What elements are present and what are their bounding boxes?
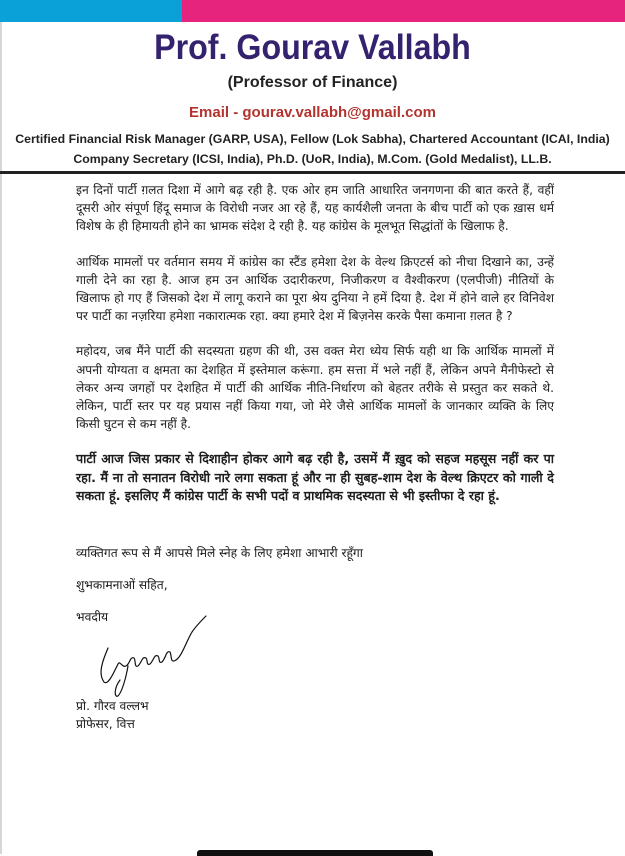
gratitude-line: व्यक्तिगत रूप से मैं आपसे मिले स्नेह के लिए हमेशा आभारी रहूँगा <box>76 546 363 560</box>
signatory-name: प्रो. गौरव वल्लभ <box>76 699 149 713</box>
color-bar-blue <box>0 0 182 22</box>
color-bar-pink <box>182 0 625 22</box>
paragraph-2: आर्थिक मामलों पर वर्तमान समय में कांग्रेस का स्टैंड हमेशा देश के वेल्थ क्रिएटर्स को नीचा दिखाने का, उन्हें गाली देने का रहा है. आज हम उन आर्थिक उदारीकरण, निजीकरण व वैश्वीकरण (एलपीजी) नीतियों के खिलाफ हो गए हैं जिसको देश में लागू कराने का पूरा श्रेय दुनिया ने हमें दिया है. देश में होने वाले हर विनिवेश पर पार्टी का नज़रिया हमेशा नकारात्मक रहा. क्या हमारे देश में बिज़नेस करके पैसा कमाना ग़लत है ? <box>76 254 554 324</box>
regards-line: शुभकामनाओं सहित, <box>76 578 168 592</box>
paragraph-3: महोदय, जब मैंने पार्टी की सदस्यता ग्रहण की थी, उस वक्त मेरा ध्येय सिर्फ यही था कि आर्थिक मामलों में अपनी योग्यता व क्षमता का देशहित में इस्तेमाल करूंगा. हम सत्ता में भले नहीं हैं, लेकिन अपने मैनीफेस्टो से लेकर अन्य जगहों पर देशहित में पार्टी की आर्थिक नीति-निर्धारण को बेहतर तरीके से प्रस्तुत कर सकते थे. लेकिन, पार्टी स्तर पर यह प्रयास नहीं किया गया, जो मेरे जैसे आर्थिक मामलों के जानकार व्यक्ति के लिए किसी घुटन से कम नहीं है. <box>76 344 554 432</box>
paragraph-1: इन दिनों पार्टी ग़लत दिशा में आगे बढ़ रही है. एक ओर हम जाति आधारित जनगणना की बात करते हैं, वहीं दूसरी ओर संपूर्ण हिंदू समाज के विरोधी नजर आ रहे हैं, यह कार्यशैली जनता के बीच पार्टी को एक ख़ास धर्म विशेष के ही हिमायती होने का भ्रामक संदेश दे रही है. यह कांग्रेस के मूलभूत सिद्धांतों के खिलाफ है. <box>76 183 554 234</box>
signatory-title: प्रोफेसर, वित्त <box>76 717 135 731</box>
credentials <box>0 129 625 169</box>
email-label: Email - <box>189 104 243 121</box>
email-address[interactable]: gourav.vallabh@gmail.com <box>242 104 436 121</box>
letterhead-color-bar <box>0 0 625 22</box>
header-divider <box>0 171 625 174</box>
handwritten-signature <box>92 612 222 702</box>
resignation-paragraph: पार्टी आज जिस प्रकार से दिशाहीन होकर आगे बढ़ रही है, उसमें मैं ख़ुद को सहज महसूस नहीं कर पा रहा. मैं ना तो सनातन विरोधी नारे लगा सकता हूं और ना ही सुबह-शाम देश के वेल्थ क्रिएटर को गाली दे सकता हूं. इसलिए मैं कांग्रेस पार्टी के सभी पदों व प्राथमिक सदस्यता से भी इस्तीफा दे रहा हूं. <box>76 451 554 503</box>
credentials-line-1: Certified Financial Risk Manager (GARP, USA), Fellow (Lok Sabha), Chartered Accountant (ICAI, India) <box>15 132 610 146</box>
salutation-line: भवदीय <box>76 610 109 624</box>
letterhead-subtitle: (Professor of Finance) <box>227 74 398 91</box>
letterhead-name: Prof. Gourav Vallabh <box>154 28 471 67</box>
letterhead <box>0 26 625 169</box>
credentials-line-2: Company Secretary (ICSI, India), Ph.D. (UoR, India), M.Com. (Gold Medalist), LL.B. <box>73 152 552 166</box>
letter-body <box>76 181 554 522</box>
letterhead-email <box>0 103 625 123</box>
home-indicator[interactable] <box>197 850 433 856</box>
